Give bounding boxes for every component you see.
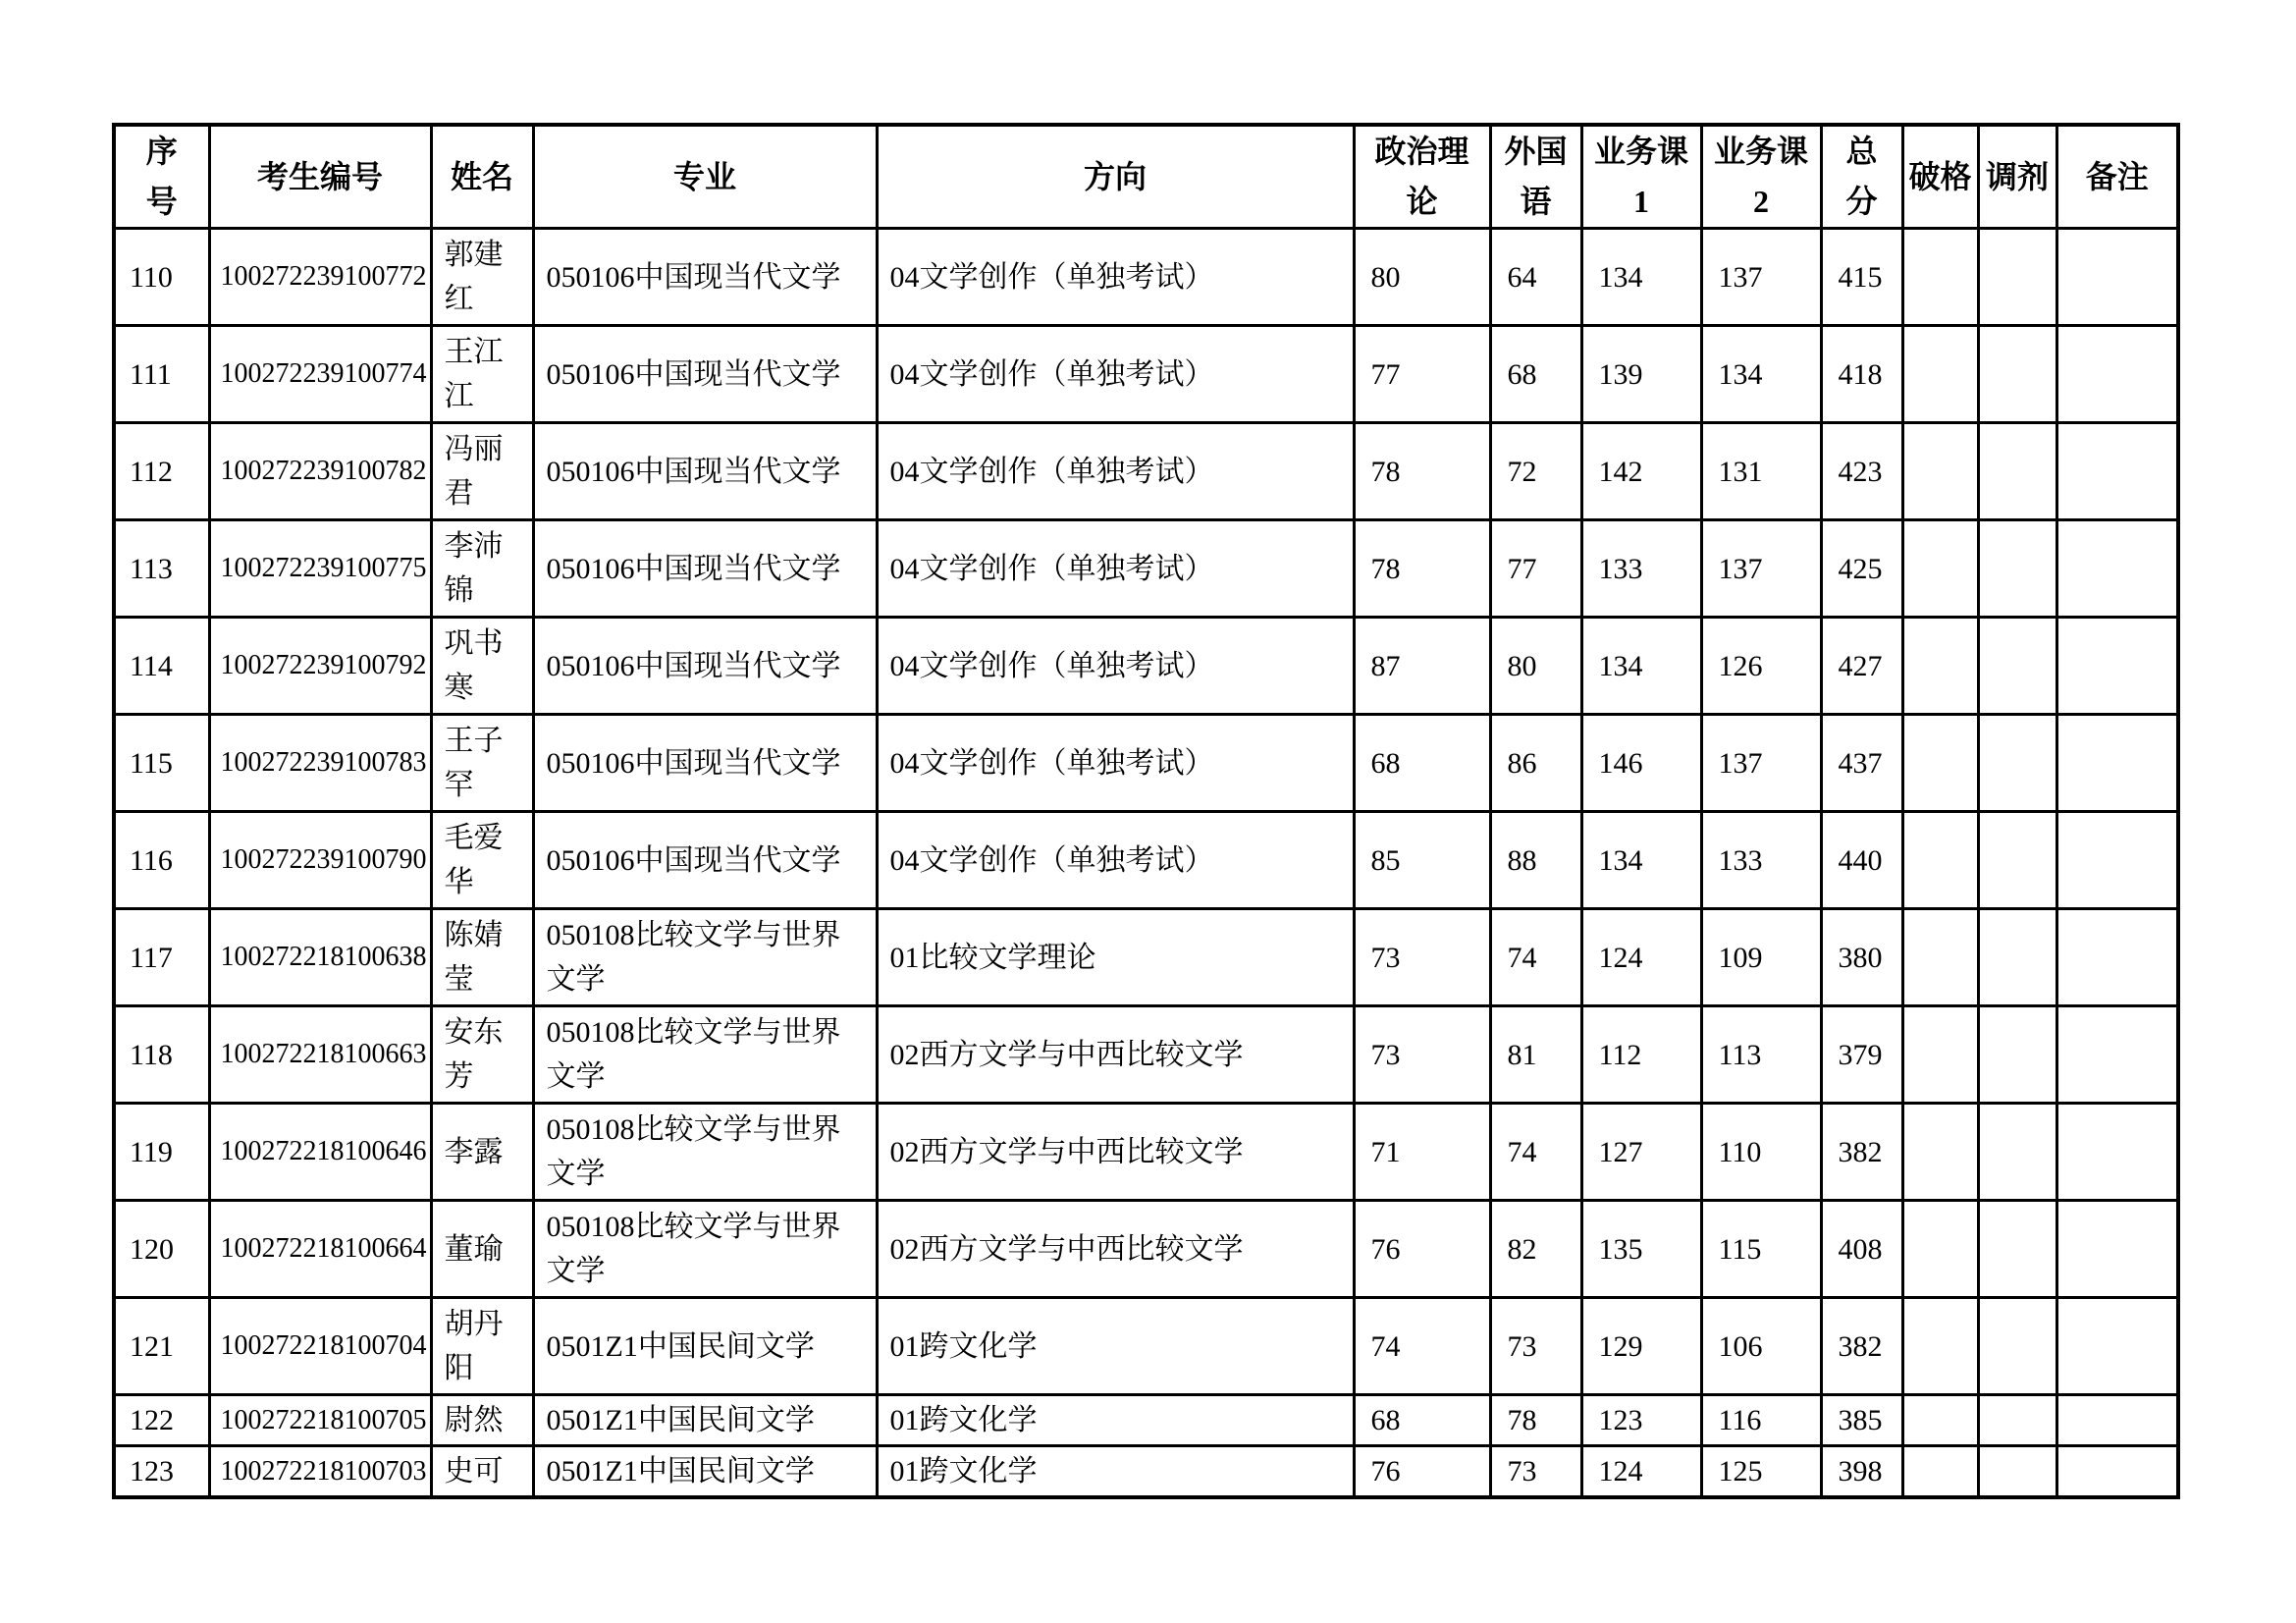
cell-name: 毛爱华 bbox=[431, 812, 533, 909]
cell-adjustment bbox=[1978, 1298, 2056, 1395]
column-header-total: 总分 bbox=[1821, 125, 1902, 229]
cell-politics: 73 bbox=[1354, 909, 1490, 1006]
table-row bbox=[114, 326, 2178, 423]
cell-major: 050108比较文学与世界文学 bbox=[533, 1006, 877, 1104]
column-header-seq: 序号 bbox=[114, 125, 209, 229]
table-row bbox=[114, 618, 2178, 715]
cell-seq: 110 bbox=[114, 229, 209, 326]
cell-major: 050108比较文学与世界文学 bbox=[533, 1201, 877, 1298]
cell-exception bbox=[1902, 618, 1978, 715]
cell-politics: 68 bbox=[1354, 1395, 1490, 1446]
cell-course1: 123 bbox=[1581, 1395, 1701, 1446]
cell-candidate-id: 100272218100703 bbox=[209, 1446, 431, 1498]
column-header-course1: 业务课1 bbox=[1581, 125, 1701, 229]
table-row bbox=[114, 1104, 2178, 1201]
cell-name: 李沛锦 bbox=[431, 520, 533, 618]
cell-remarks bbox=[2056, 618, 2178, 715]
cell-course2: 137 bbox=[1701, 715, 1821, 812]
cell-foreign-language: 74 bbox=[1490, 1104, 1581, 1201]
cell-course1: 142 bbox=[1581, 423, 1701, 520]
cell-politics: 78 bbox=[1354, 423, 1490, 520]
column-header-exception: 破格 bbox=[1902, 125, 1978, 229]
cell-course1: 112 bbox=[1581, 1006, 1701, 1104]
cell-direction: 04文学创作（单独考试） bbox=[877, 812, 1354, 909]
cell-exception bbox=[1902, 1446, 1978, 1498]
cell-exception bbox=[1902, 326, 1978, 423]
cell-remarks bbox=[2056, 423, 2178, 520]
cell-seq: 121 bbox=[114, 1298, 209, 1395]
cell-name: 陈婧莹 bbox=[431, 909, 533, 1006]
cell-major: 050106中国现当代文学 bbox=[533, 715, 877, 812]
cell-major: 050108比较文学与世界文学 bbox=[533, 1104, 877, 1201]
column-header-politics: 政治理论 bbox=[1354, 125, 1490, 229]
cell-total: 398 bbox=[1821, 1446, 1902, 1498]
cell-name: 胡丹阳 bbox=[431, 1298, 533, 1395]
cell-direction: 01跨文化学 bbox=[877, 1298, 1354, 1395]
cell-candidate-id: 100272218100664 bbox=[209, 1201, 431, 1298]
cell-course2: 115 bbox=[1701, 1201, 1821, 1298]
cell-foreign-language: 80 bbox=[1490, 618, 1581, 715]
table-row bbox=[114, 229, 2178, 326]
cell-course1: 134 bbox=[1581, 618, 1701, 715]
cell-exception bbox=[1902, 229, 1978, 326]
cell-politics: 71 bbox=[1354, 1104, 1490, 1201]
cell-candidate-id: 100272239100783 bbox=[209, 715, 431, 812]
cell-exception bbox=[1902, 1395, 1978, 1446]
cell-candidate-id: 100272239100772 bbox=[209, 229, 431, 326]
cell-total: 382 bbox=[1821, 1104, 1902, 1201]
cell-direction: 04文学创作（单独考试） bbox=[877, 520, 1354, 618]
cell-remarks bbox=[2056, 1006, 2178, 1104]
cell-politics: 78 bbox=[1354, 520, 1490, 618]
cell-exception bbox=[1902, 909, 1978, 1006]
cell-exception bbox=[1902, 520, 1978, 618]
table-row bbox=[114, 1395, 2178, 1446]
cell-politics: 85 bbox=[1354, 812, 1490, 909]
cell-adjustment bbox=[1978, 1104, 2056, 1201]
cell-course1: 139 bbox=[1581, 326, 1701, 423]
cell-total: 382 bbox=[1821, 1298, 1902, 1395]
cell-candidate-id: 100272218100705 bbox=[209, 1395, 431, 1446]
cell-candidate-id: 100272239100792 bbox=[209, 618, 431, 715]
cell-name: 尉然 bbox=[431, 1395, 533, 1446]
cell-candidate-id: 100272239100790 bbox=[209, 812, 431, 909]
column-header-name: 姓名 bbox=[431, 125, 533, 229]
cell-total: 418 bbox=[1821, 326, 1902, 423]
table-row bbox=[114, 812, 2178, 909]
cell-remarks bbox=[2056, 715, 2178, 812]
column-header-remarks: 备注 bbox=[2056, 125, 2178, 229]
cell-candidate-id: 100272218100638 bbox=[209, 909, 431, 1006]
cell-exception bbox=[1902, 715, 1978, 812]
cell-direction: 04文学创作（单独考试） bbox=[877, 618, 1354, 715]
cell-foreign-language: 64 bbox=[1490, 229, 1581, 326]
cell-adjustment bbox=[1978, 715, 2056, 812]
cell-foreign-language: 77 bbox=[1490, 520, 1581, 618]
table-row bbox=[114, 1298, 2178, 1395]
cell-politics: 77 bbox=[1354, 326, 1490, 423]
cell-remarks bbox=[2056, 326, 2178, 423]
column-header-foreign-language: 外国语 bbox=[1490, 125, 1581, 229]
cell-direction: 01比较文学理论 bbox=[877, 909, 1354, 1006]
table-row bbox=[114, 909, 2178, 1006]
cell-foreign-language: 88 bbox=[1490, 812, 1581, 909]
cell-candidate-id: 100272218100646 bbox=[209, 1104, 431, 1201]
cell-direction: 01跨文化学 bbox=[877, 1446, 1354, 1498]
cell-seq: 116 bbox=[114, 812, 209, 909]
cell-direction: 04文学创作（单独考试） bbox=[877, 423, 1354, 520]
cell-name: 王子罕 bbox=[431, 715, 533, 812]
cell-course1: 134 bbox=[1581, 812, 1701, 909]
table-row bbox=[114, 423, 2178, 520]
cell-adjustment bbox=[1978, 326, 2056, 423]
cell-seq: 123 bbox=[114, 1446, 209, 1498]
cell-course1: 135 bbox=[1581, 1201, 1701, 1298]
cell-total: 440 bbox=[1821, 812, 1902, 909]
cell-course1: 129 bbox=[1581, 1298, 1701, 1395]
cell-name: 安东芳 bbox=[431, 1006, 533, 1104]
table-row bbox=[114, 520, 2178, 618]
cell-foreign-language: 72 bbox=[1490, 423, 1581, 520]
cell-seq: 112 bbox=[114, 423, 209, 520]
cell-direction: 04文学创作（单独考试） bbox=[877, 229, 1354, 326]
cell-course1: 127 bbox=[1581, 1104, 1701, 1201]
cell-adjustment bbox=[1978, 1395, 2056, 1446]
cell-foreign-language: 82 bbox=[1490, 1201, 1581, 1298]
column-header-major: 专业 bbox=[533, 125, 877, 229]
cell-remarks bbox=[2056, 1104, 2178, 1201]
cell-politics: 87 bbox=[1354, 618, 1490, 715]
cell-adjustment bbox=[1978, 1201, 2056, 1298]
cell-direction: 02西方文学与中西比较文学 bbox=[877, 1006, 1354, 1104]
column-header-candidate-id: 考生编号 bbox=[209, 125, 431, 229]
cell-politics: 74 bbox=[1354, 1298, 1490, 1395]
cell-name: 董瑜 bbox=[431, 1201, 533, 1298]
column-header-adjustment: 调剂 bbox=[1978, 125, 2056, 229]
cell-candidate-id: 100272239100782 bbox=[209, 423, 431, 520]
cell-remarks bbox=[2056, 1201, 2178, 1298]
cell-seq: 113 bbox=[114, 520, 209, 618]
table-row bbox=[114, 1006, 2178, 1104]
cell-exception bbox=[1902, 1006, 1978, 1104]
cell-total: 385 bbox=[1821, 1395, 1902, 1446]
cell-politics: 73 bbox=[1354, 1006, 1490, 1104]
cell-adjustment bbox=[1978, 1446, 2056, 1498]
cell-course2: 131 bbox=[1701, 423, 1821, 520]
cell-major: 050108比较文学与世界文学 bbox=[533, 909, 877, 1006]
cell-course2: 113 bbox=[1701, 1006, 1821, 1104]
cell-major: 050106中国现当代文学 bbox=[533, 520, 877, 618]
cell-direction: 02西方文学与中西比较文学 bbox=[877, 1201, 1354, 1298]
table-row bbox=[114, 1201, 2178, 1298]
cell-total: 427 bbox=[1821, 618, 1902, 715]
cell-total: 423 bbox=[1821, 423, 1902, 520]
cell-major: 050106中国现当代文学 bbox=[533, 326, 877, 423]
cell-politics: 80 bbox=[1354, 229, 1490, 326]
cell-politics: 76 bbox=[1354, 1446, 1490, 1498]
cell-course1: 133 bbox=[1581, 520, 1701, 618]
column-header-direction: 方向 bbox=[877, 125, 1354, 229]
cell-foreign-language: 86 bbox=[1490, 715, 1581, 812]
cell-course2: 125 bbox=[1701, 1446, 1821, 1498]
cell-name: 冯丽君 bbox=[431, 423, 533, 520]
cell-exception bbox=[1902, 812, 1978, 909]
cell-major: 050106中国现当代文学 bbox=[533, 423, 877, 520]
cell-name: 郭建红 bbox=[431, 229, 533, 326]
cell-major: 050106中国现当代文学 bbox=[533, 229, 877, 326]
header-row bbox=[114, 125, 2178, 229]
cell-direction: 04文学创作（单独考试） bbox=[877, 715, 1354, 812]
cell-name: 李露 bbox=[431, 1104, 533, 1201]
cell-seq: 120 bbox=[114, 1201, 209, 1298]
cell-course2: 134 bbox=[1701, 326, 1821, 423]
cell-foreign-language: 78 bbox=[1490, 1395, 1581, 1446]
cell-exception bbox=[1902, 1201, 1978, 1298]
cell-course2: 133 bbox=[1701, 812, 1821, 909]
cell-foreign-language: 74 bbox=[1490, 909, 1581, 1006]
cell-course2: 137 bbox=[1701, 229, 1821, 326]
cell-adjustment bbox=[1978, 520, 2056, 618]
table-row bbox=[114, 1446, 2178, 1498]
cell-seq: 122 bbox=[114, 1395, 209, 1446]
cell-seq: 111 bbox=[114, 326, 209, 423]
cell-foreign-language: 81 bbox=[1490, 1006, 1581, 1104]
cell-course2: 109 bbox=[1701, 909, 1821, 1006]
cell-adjustment bbox=[1978, 229, 2056, 326]
cell-seq: 114 bbox=[114, 618, 209, 715]
cell-course2: 137 bbox=[1701, 520, 1821, 618]
cell-major: 0501Z1中国民间文学 bbox=[533, 1446, 877, 1498]
cell-seq: 119 bbox=[114, 1104, 209, 1201]
cell-direction: 04文学创作（单独考试） bbox=[877, 326, 1354, 423]
cell-candidate-id: 100272218100704 bbox=[209, 1298, 431, 1395]
cell-foreign-language: 73 bbox=[1490, 1298, 1581, 1395]
cell-course2: 116 bbox=[1701, 1395, 1821, 1446]
cell-direction: 02西方文学与中西比较文学 bbox=[877, 1104, 1354, 1201]
cell-exception bbox=[1902, 1104, 1978, 1201]
cell-course2: 126 bbox=[1701, 618, 1821, 715]
cell-direction: 01跨文化学 bbox=[877, 1395, 1354, 1446]
cell-remarks bbox=[2056, 1298, 2178, 1395]
cell-remarks bbox=[2056, 229, 2178, 326]
cell-name: 王江江 bbox=[431, 326, 533, 423]
cell-candidate-id: 100272239100774 bbox=[209, 326, 431, 423]
cell-course1: 146 bbox=[1581, 715, 1701, 812]
cell-adjustment bbox=[1978, 618, 2056, 715]
cell-politics: 76 bbox=[1354, 1201, 1490, 1298]
cell-total: 380 bbox=[1821, 909, 1902, 1006]
cell-remarks bbox=[2056, 1395, 2178, 1446]
cell-remarks bbox=[2056, 812, 2178, 909]
cell-total: 425 bbox=[1821, 520, 1902, 618]
cell-name: 史可 bbox=[431, 1446, 533, 1498]
cell-adjustment bbox=[1978, 423, 2056, 520]
cell-politics: 68 bbox=[1354, 715, 1490, 812]
cell-major: 050106中国现当代文学 bbox=[533, 812, 877, 909]
cell-exception bbox=[1902, 1298, 1978, 1395]
cell-total: 408 bbox=[1821, 1201, 1902, 1298]
score-table bbox=[112, 123, 2180, 1499]
cell-seq: 117 bbox=[114, 909, 209, 1006]
cell-remarks bbox=[2056, 520, 2178, 618]
cell-candidate-id: 100272239100775 bbox=[209, 520, 431, 618]
cell-total: 379 bbox=[1821, 1006, 1902, 1104]
cell-adjustment bbox=[1978, 909, 2056, 1006]
cell-candidate-id: 100272218100663 bbox=[209, 1006, 431, 1104]
cell-course2: 106 bbox=[1701, 1298, 1821, 1395]
cell-seq: 115 bbox=[114, 715, 209, 812]
cell-major: 0501Z1中国民间文学 bbox=[533, 1298, 877, 1395]
cell-name: 巩书寒 bbox=[431, 618, 533, 715]
cell-course1: 124 bbox=[1581, 909, 1701, 1006]
cell-adjustment bbox=[1978, 812, 2056, 909]
cell-major: 050106中国现当代文学 bbox=[533, 618, 877, 715]
cell-remarks bbox=[2056, 909, 2178, 1006]
cell-total: 437 bbox=[1821, 715, 1902, 812]
cell-exception bbox=[1902, 423, 1978, 520]
cell-major: 0501Z1中国民间文学 bbox=[533, 1395, 877, 1446]
column-header-course2: 业务课2 bbox=[1701, 125, 1821, 229]
cell-course1: 124 bbox=[1581, 1446, 1701, 1498]
cell-adjustment bbox=[1978, 1006, 2056, 1104]
cell-foreign-language: 68 bbox=[1490, 326, 1581, 423]
cell-course1: 134 bbox=[1581, 229, 1701, 326]
cell-remarks bbox=[2056, 1446, 2178, 1498]
cell-seq: 118 bbox=[114, 1006, 209, 1104]
cell-course2: 110 bbox=[1701, 1104, 1821, 1201]
table-row bbox=[114, 715, 2178, 812]
cell-foreign-language: 73 bbox=[1490, 1446, 1581, 1498]
cell-total: 415 bbox=[1821, 229, 1902, 326]
